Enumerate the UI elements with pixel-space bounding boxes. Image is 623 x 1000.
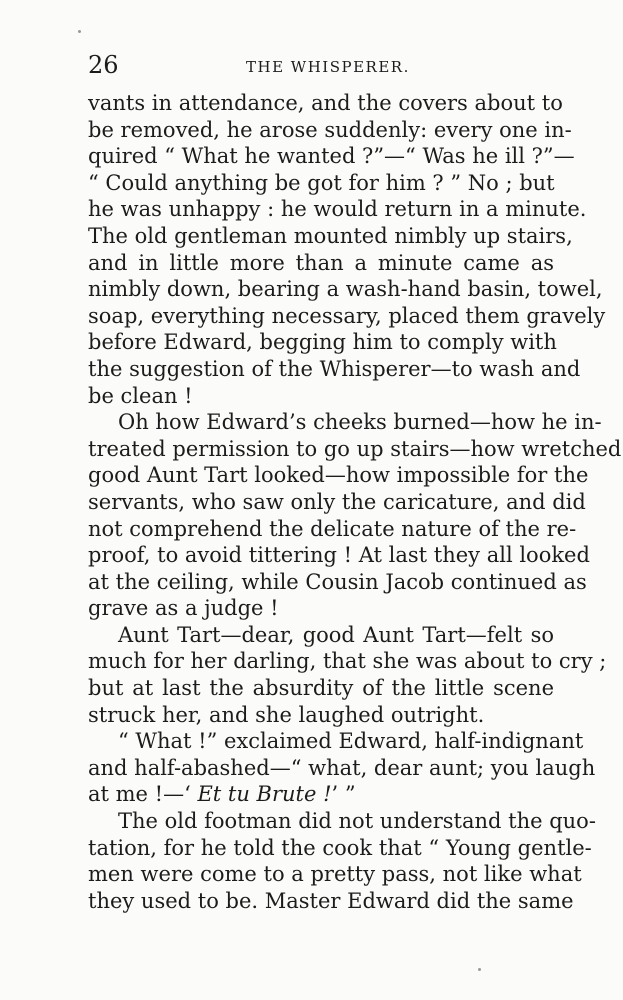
text-line: men were come to a pretty pass, not like what xyxy=(88,862,582,887)
text-line: but at last the absurdity of the little scene xyxy=(88,676,554,701)
text-segment: ’ ” xyxy=(331,782,356,807)
text-line: grave as a judge ! xyxy=(88,596,279,621)
text-line: and half-abashed—“ what, dear aunt; you laugh xyxy=(88,755,596,780)
page-number: 26 xyxy=(88,51,119,79)
text-segment: at me !—‘ xyxy=(88,782,191,807)
text-line: before Edward, begging him to comply with xyxy=(88,330,557,355)
text-line: and in little more than a minute came as xyxy=(88,250,554,275)
text-line: treated permission to go up stairs—how wretched xyxy=(88,436,622,461)
text-line: nimbly down, bearing a wash-hand basin, towel, xyxy=(88,277,603,302)
text-line: at the ceiling, while Cousin Jacob continued as xyxy=(88,569,587,594)
text-line: not comprehend the delicate nature of the re- xyxy=(88,516,577,541)
page-header xyxy=(88,50,554,84)
text-line: tation, for he told the cook that “ Young gentle- xyxy=(88,835,592,860)
text-line: The old gentleman mounted nimbly up stairs, xyxy=(88,223,573,248)
text-line: “ Could anything be got for him ? ” No ; but xyxy=(88,170,555,195)
text-line: soap, everything necessary, placed them gravely xyxy=(88,303,606,328)
paper-speck xyxy=(78,30,81,33)
text-line: be removed, he arose suddenly: every one in- xyxy=(88,117,572,142)
italic-quote: Et tu Brute ! xyxy=(197,782,332,807)
text-line: struck her, and she laughed outright. xyxy=(88,702,485,727)
text-line: be clean ! xyxy=(88,383,193,408)
text-line xyxy=(88,781,554,808)
text-line: Oh how Edward’s cheeks burned—how he in- xyxy=(118,410,602,435)
paper-speck xyxy=(478,968,481,971)
text-line: “ What !” exclaimed Edward, half-indignant xyxy=(118,729,584,754)
text-line: quired “ What he wanted ?”—“ Was he ill ?”— xyxy=(88,144,575,169)
text-line: much for her darling, that she was about to cry ; xyxy=(88,649,607,674)
running-head: THE WHISPERER. xyxy=(246,58,410,76)
text-line: proof, to avoid tittering ! At last they all looked xyxy=(88,543,590,568)
body-text xyxy=(88,90,622,914)
text-line: servants, who saw only the caricature, and did xyxy=(88,489,586,514)
text-line: the suggestion of the Whisperer—to wash and xyxy=(88,356,581,381)
text-line: Aunt Tart—dear, good Aunt Tart—felt so xyxy=(118,622,554,647)
text-line: he was unhappy : he would return in a minute. xyxy=(88,197,587,222)
text-line: good Aunt Tart looked—how impossible for the xyxy=(88,463,589,488)
text-line: The old footman did not understand the quo- xyxy=(118,809,596,834)
text-line: they used to be. Master Edward did the same xyxy=(88,888,574,913)
text-line: vants in attendance, and the covers about to xyxy=(88,91,563,115)
